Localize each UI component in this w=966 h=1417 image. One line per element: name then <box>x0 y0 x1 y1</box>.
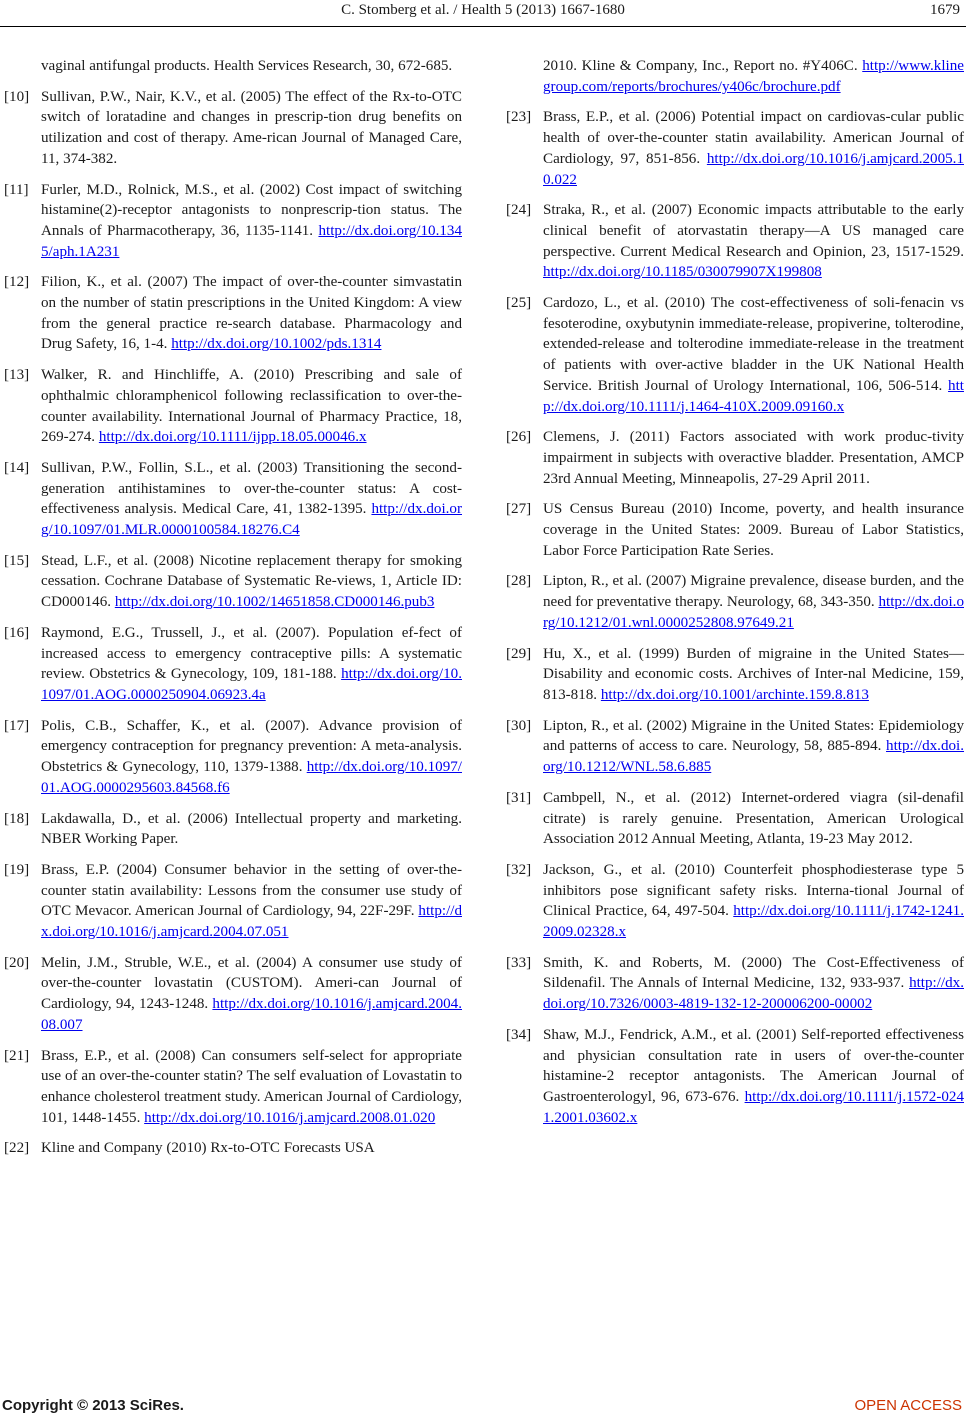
doi-link[interactable]: http://dx.doi.org/10.1111/ijpp.18.05.00046.x <box>98 429 367 446</box>
reference-entry <box>506 293 964 417</box>
reference-number: [24] <box>506 202 532 219</box>
reference-text: Lipton, R., et al. (2007) Migraine prevalence, disease burden, and the need for preventative therapy. Neurology, 68, 343-350. <box>543 573 964 611</box>
reference-number: [34] <box>506 1026 532 1043</box>
doi-link[interactable]: http://dx.doi.org/10.1097/01.AOG.0000250904.06923.4a <box>41 666 462 703</box>
reference-text: Lipton, R., et al. (2002) Migraine in the United States: Epidemiology and patterns of access to care. Neurology, 58, 885-894. <box>543 717 964 755</box>
reference-entry <box>4 809 462 850</box>
reference-entry <box>506 56 964 97</box>
reference-text: Walker, R. and Hinchliffe, A. (2010) Prescribing and sale of ophthalmic chloramphenicol following reclassification to over-the-counter availability. International Journal of Pharmacy Practice, 18, 269-274. <box>41 367 462 446</box>
doi-link[interactable]: http://dx.doi.org/10.7326/0003-4819-132-12-200006200-00002 <box>543 975 964 1013</box>
reference-text: Lakdawalla, D., et al. (2006) Intellectual property and marketing. NBER Working Paper. <box>41 810 462 848</box>
reference-entry <box>506 788 964 850</box>
reference-entry <box>4 87 462 170</box>
reference-text: Sullivan, P.W., Nair, K.V., et al. (2005) The effect of the Rx-to-OTC switch of loratadine and changes in prescrip-tion drug benefits on utilization and cost of therapy. Ame-rican Journal of Managed Care, 11, 374-382. <box>41 88 462 167</box>
reference-entry <box>4 1138 462 1159</box>
doi-link[interactable]: http://dx.doi.org/10.1097/01.MLR.0000100584.18276.C4 <box>41 501 462 539</box>
reference-number: [26] <box>506 429 532 446</box>
reference-text: Hu, X., et al. (1999) Burden of migraine in the United States—Disability and economic costs. Archives of Inter-nal Medicine, 159, 813-818. <box>543 645 964 703</box>
doi-link[interactable]: http://dx.doi.org/10.1016/j.amjcard.2004.07.051 <box>41 903 462 941</box>
reference-text: Cardozo, L., et al. (2010) The cost-effectiveness of soli-fenacin vs fesoterodine, oxybutynin immediate-release, propiverine, tolterodine, extended-release and tolterodine immediate-release in the treatment of patients with over-active bladder in the UK National Health Service. British Journal of Urology International, 106, 506-514. <box>543 295 964 394</box>
reference-entry <box>4 860 462 943</box>
reference-text: Smith, K. and Roberts, M. (2000) The Cost-Effectiveness of Sildenafil. The Annals of Internal Medicine, 132, 933-937. <box>543 954 964 992</box>
doi-link[interactable]: http://dx.doi.org/10.1016/j.amjcard.2005.10.022 <box>543 150 964 188</box>
page-number: 1679 <box>930 2 960 18</box>
reference-number: [22] <box>4 1140 30 1157</box>
running-header <box>0 2 966 24</box>
reference-text: Cambpell, N., et al. (2012) Internet-ordered viagra (sil-denafil citrate) is rarely genuine. Presentation, American Urological Association 2012 Annual Meeting, Atlanta, 19-23 May 2012. <box>543 789 964 848</box>
reference-entry <box>506 200 964 283</box>
copyright-notice: Copyright © 2013 SciRes. <box>2 1397 184 1414</box>
doi-link[interactable]: http://dx.doi.org/10.1212/01.wnl.0000252808.97649.21 <box>543 594 964 631</box>
reference-number: [19] <box>4 861 30 878</box>
reference-entry <box>506 1025 964 1129</box>
reference-entry <box>4 716 462 799</box>
reference-number: [23] <box>506 109 532 126</box>
reference-text: Sullivan, P.W., Follin, S.L., et al. (2003) Transitioning the second-generation antihistamines to over-the-counter status: A cost-effectiveness analysis. Medical Care, 41, 1382-1395. <box>41 459 462 518</box>
doi-link[interactable]: http://dx.doi.org/10.1185/030079907X199808 <box>543 264 822 281</box>
reference-number: [10] <box>4 88 30 105</box>
reference-text: Straka, R., et al. (2007) Economic impacts attributable to the early clinical benefit of atorvastatin therapy—A US managed care perspective. Current Medical Research and Opinion, 23, 1517-1529. <box>543 202 964 260</box>
doi-link[interactable]: http://dx.doi.org/10.1111/j.1464-410X.2009.09160.x <box>543 377 964 415</box>
reference-entry <box>4 1046 462 1129</box>
reference-number: [31] <box>506 789 532 806</box>
reference-number: [15] <box>4 552 30 569</box>
reference-entry <box>506 716 964 778</box>
doi-link[interactable]: http://dx.doi.org/10.1111/j.1742-1241.2009.02328.x <box>543 903 964 941</box>
doi-link[interactable]: http://dx.doi.org/10.1001/archinte.159.8.813 <box>600 686 869 703</box>
reference-number: [18] <box>4 810 30 827</box>
doi-link[interactable]: http://www.klinegroup.com/reports/brochures/y406c/brochure.pdf <box>543 58 964 95</box>
reference-number: [32] <box>506 861 532 878</box>
reference-entry <box>4 953 462 1036</box>
reference-entry <box>4 623 462 706</box>
reference-text: US Census Bureau (2010) Income, poverty, and health insurance coverage in the United States: 2009. Bureau of Labor Statistics, Labor Force Participation Rate Series. <box>543 501 964 559</box>
reference-text: Clemens, J. (2011) Factors associated with work produc-tivity impairment in subjects with overactive bladder. Presentation, AMCP 23rd Annual Meeting, Minneapolis, 27-29 April 2011. <box>543 429 964 487</box>
reference-text: vaginal antifungal products. Health Services Research, 30, 672-685. <box>41 58 453 74</box>
reference-entry <box>506 499 964 561</box>
reference-text: Brass, E.P., et al. (2006) Potential impact on cardiovas-cular public health of over-the-counter statin availability. American Journal of Cardiology, 97, 851-856. <box>543 109 964 167</box>
doi-link[interactable]: http://dx.doi.org/10.1111/j.1572-0241.2001.03602.x <box>543 1088 964 1126</box>
reference-text: Polis, C.B., Schaffer, K., et al. (2007). Advance provision of emergency contraception for pregnancy prevention: A meta-analysis. Obstetrics & Gynecology, 110, 1379-1388. <box>41 717 462 776</box>
reference-column-right <box>506 56 964 1138</box>
doi-link[interactable]: http://dx.doi.org/10.1097/01.AOG.0000295603.84568.f6 <box>41 759 462 796</box>
reference-number: [16] <box>4 624 30 641</box>
reference-number: [28] <box>506 573 532 590</box>
reference-text: Brass, E.P., et al. (2008) Can consumers self-select for appropriate use of an over-the-counter statin? The self evaluation of Lovastatin to enhance cholesterol treatment study. American Journal of Cardiology, 101, 1448-1455. <box>41 1047 462 1126</box>
doi-link[interactable]: http://dx.doi.org/10.1212/WNL.58.6.885 <box>543 738 965 776</box>
reference-entry <box>506 860 964 943</box>
doi-link[interactable]: http://dx.doi.org/10.1016/j.amjcard.2004.08.007 <box>41 996 462 1033</box>
reference-number: [14] <box>4 459 30 476</box>
reference-entry <box>506 953 964 1015</box>
reference-number: [25] <box>506 295 532 312</box>
reference-number: [27] <box>506 501 532 518</box>
reference-entry <box>506 644 964 706</box>
reference-entry <box>4 180 462 263</box>
reference-entry <box>506 427 964 489</box>
reference-text: Filion, K., et al. (2007) The impact of over-the-counter simvastatin on the number of statin prescriptions in the United Kingdom: A view from the general practice re-search database. Pharmacology and Drug Safety, 16, 1-4. <box>41 274 462 353</box>
doi-link[interactable]: http://dx.doi.org/10.1345/aph.1A231 <box>41 222 462 260</box>
reference-number: [30] <box>506 717 532 734</box>
reference-number: [20] <box>4 954 30 971</box>
reference-number: [11] <box>4 181 29 198</box>
reference-text: Melin, J.M., Struble, W.E., et al. (2004) A consumer use study of over-the-counter lovastatin (CUSTOM). Ameri-can Journal of Cardiology, 94, 1243-1248. <box>41 954 462 1013</box>
header-rule <box>0 26 966 27</box>
reference-text: Stead, L.F., et al. (2008) Nicotine replacement therapy for smoking cessation. Cochrane Database of Systematic Re-views, 1, Article ID: CD000146. <box>41 552 462 611</box>
doi-link[interactable]: http://dx.doi.org/10.1002/14651858.CD000146.pub3 <box>114 594 435 611</box>
reference-text: 2010. Kline & Company, Inc., Report no. #Y406C. <box>543 58 858 74</box>
reference-number: [33] <box>506 954 532 971</box>
open-access-label: OPEN ACCESS <box>854 1397 962 1414</box>
reference-entry <box>4 551 462 613</box>
reference-number: [21] <box>4 1047 30 1064</box>
reference-number: [29] <box>506 645 532 662</box>
reference-number: [13] <box>4 367 30 384</box>
reference-entry <box>4 458 462 541</box>
reference-entry <box>506 571 964 633</box>
reference-text: Brass, E.P. (2004) Consumer behavior in the setting of over-the-counter statin availability: Lessons from the consumer use study of OTC Mevacor. American Journal of Cardiology, 94, 22F-29F. <box>41 861 462 920</box>
reference-number: [17] <box>4 717 30 734</box>
reference-entry <box>4 56 462 77</box>
reference-entry <box>4 365 462 448</box>
doi-link[interactable]: http://dx.doi.org/10.1016/j.amjcard.2008.01.020 <box>144 1109 436 1126</box>
reference-entry <box>506 107 964 190</box>
reference-text: Furler, M.D., Rolnick, M.S., et al. (2002) Cost impact of switching histamine(2)-receptor antagonists to nonprescrip-tion status. The Annals of Pharmacotherapy, 36, 1135-1141. <box>41 181 462 239</box>
reference-number: [12] <box>4 274 30 291</box>
reference-text: Jackson, G., et al. (2010) Counterfeit phosphodiesterase type 5 inhibitors pose significant safety risks. Interna-tional Journal of Clinical Practice, 64, 497-504. <box>543 861 964 920</box>
reference-text: Raymond, E.G., Trussell, J., et al. (2007). Population ef-fect of increased access to emergency contraceptive pills: A systematic review. Obstetrics & Gynecology, 109, 181-188. <box>41 624 462 683</box>
doi-link[interactable]: http://dx.doi.org/10.1002/pds.1314 <box>171 336 382 353</box>
reference-text: Shaw, M.J., Fendrick, A.M., et al. (2001) Self-reported effectiveness and physician consultation rate in users of over-the-counter histamine-2 receptor antagonists. The American Journal of Gastroenterologyl, 96, 673-676. <box>543 1026 964 1105</box>
header-citation: C. Stomberg et al. / Health 5 (2013) 1667-1680 <box>341 2 625 18</box>
reference-entry <box>4 272 462 355</box>
reference-column-left <box>4 56 462 1169</box>
reference-text: Kline and Company (2010) Rx-to-OTC Forecasts USA <box>41 1140 375 1157</box>
